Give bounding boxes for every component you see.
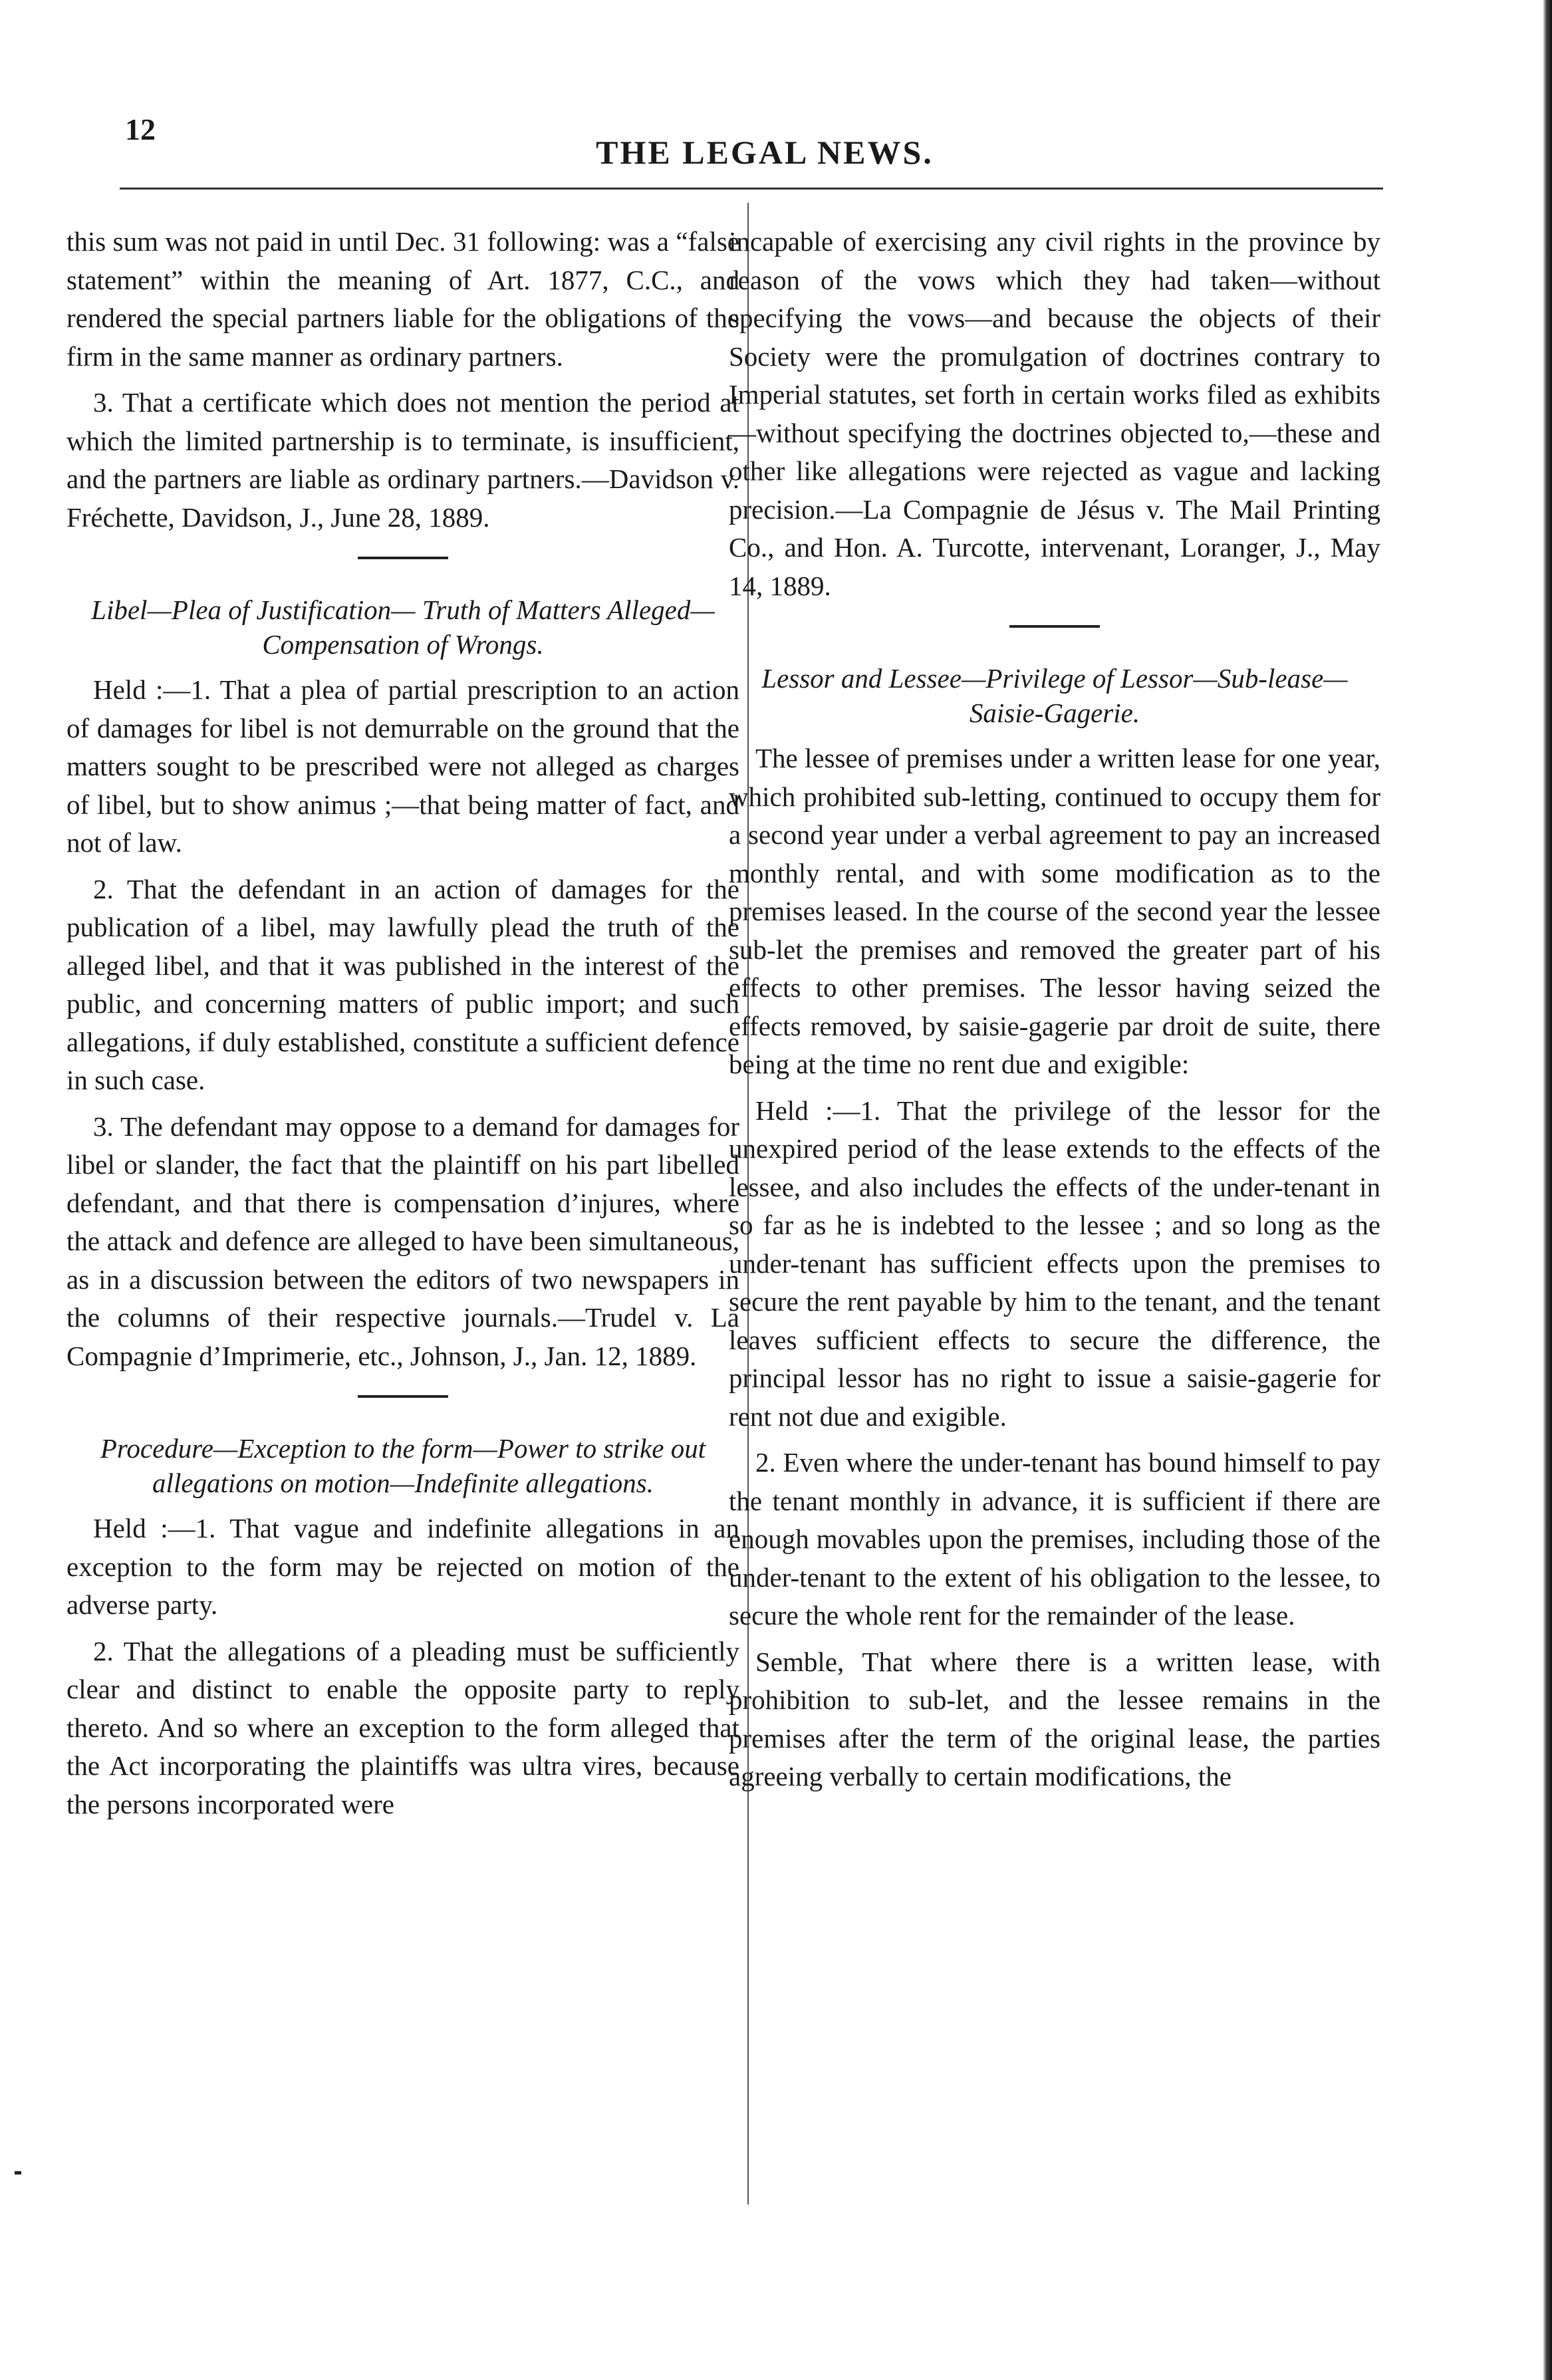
page-edge-shadow — [1543, 0, 1552, 2380]
stray-mark — [15, 2171, 21, 2175]
section-rule — [358, 557, 448, 559]
right-column — [729, 223, 1380, 1796]
paragraph-continued: this sum was not paid in until Dec. 31 following: was a “false statement” within the meaning of Art. 1877, C.C., and rendered the special partners liable for the obligations of the firm in the same manner as ordinary partners. — [66, 226, 739, 372]
left-column — [66, 223, 739, 1823]
header-rule — [120, 188, 1383, 190]
libel-held-2: 2. That the defendant in an action of damages for the publication of a libel, may lawfully plead the truth of the alleged libel, and that it was published in the interest of the public, and concerning matters of public import; and such allegations, if duly established, constitute a sufficient defence in such case. — [66, 873, 739, 1095]
lessor-held-2: 2. Even where the under-tenant has bound himself to pay the tenant monthly in advance, it is sufficient if there are enough movables upon the premises, including those of the under-tenant to the extent of his obligation to the lessee, to secure the whole rent for the remainder of the lease. — [729, 1447, 1380, 1631]
section-rule — [1009, 625, 1100, 628]
section-rule — [358, 1395, 448, 1398]
heading-libel: Libel—Plea of Justification— Truth of Matters Alleged—Compensation of Wrongs. — [91, 595, 715, 660]
paragraph-certificate: 3. That a certificate which does not mention the period at which the limited partnership is to terminate, is insufficient, and the partners are liable as ordinary partners.—Davidson v. Fréchette, Davidson, J., June 28, 1889. — [66, 387, 739, 533]
procedure-held-2: 2. That the allegations of a pleading must be sufficiently clear and distinct to enable the opposite party to reply thereto. And so where an exception to the form alleged that the Act incorporating the plaintiffs was ultra vires, because the persons incorporated were — [66, 1635, 739, 1819]
heading-lessor: Lessor and Lessee—Privilege of Lessor—Sub-lease—Saisie-Gagerie. — [761, 663, 1348, 728]
lessor-held-1: Held :—1. That the privilege of the lessor for the unexpired period of the lease extends to the effects of the lessee, and also includes the effects of the under-tenant in so far as he is indebted to the lessee ; and so long as the under-tenant has sufficient effects upon the premises to secure the rent payable by him to the tenant, and the tenant leaves sufficient effects to secure the difference, the principal lessor has no right to issue a saisie-gagerie for rent not due and exigible. — [729, 1095, 1380, 1432]
paragraph-continued-right: incapable of exercising any civil rights in the province by reason of the vows which they had taken—without specifying the vows—and because the objects of their Society were the promulgation of doctrines contrary to Imperial statutes, set forth in certain works filed as exhibits—without specifying the doctrines objected to,—these and other like allegations were rejected as vague and lacking precision.—La Compagnie de Jésus v. The Mail Printing Co., and Hon. A. Turcotte, intervenant, Loranger, J., May 14, 1889. — [729, 226, 1380, 601]
libel-held-1: Held :—1. That a plea of partial prescription to an action of damages for libel is not demurrable on the ground that the matters sought to be prescribed were not alleged as charges of libel, but to show animus ;—that being matter of fact, and not of law. — [66, 674, 739, 858]
libel-held-3: 3. The defendant may oppose to a demand for damages for libel or slander, the fact that the plaintiff on his part libelled defendant, and that there is compensation d’injures, where the attack and defence are alleged to have been simultaneous, as in a discussion between the editors of two newspapers in the columns of their respective journals.—Trudel v. La Compagnie d’Imprimerie, etc., Johnson, J., Jan. 12, 1889. — [66, 1111, 739, 1371]
lessor-facts: The lessee of premises under a written lease for one year, which prohibited sub-letting, continued to occupy them for a second year under a verbal agreement to pay an increased monthly rental, and with some modification as to the premises leased. In the course of the second year the lessee sub-let the premises and removed the greater part of his effects to other premises. The lessor having seized the effects removed, by saisie-gagerie par droit de suite, there being at the time no rent due and exigible: — [729, 743, 1380, 1079]
page-number: 12 — [125, 112, 156, 146]
lessor-semble: Semble, That where there is a written lease, with prohibition to sub-let, and the lessee remains in the premises after the term of the original lease, the parties agreeing verbally to certain modifications, the — [729, 1646, 1380, 1791]
procedure-held-1: Held :—1. That vague and indefinite allegations in an exception to the form may be rejected on motion of the adverse party. — [66, 1513, 739, 1620]
running-head: THE LEGAL NEWS. — [596, 134, 934, 171]
heading-procedure: Procedure—Exception to the form—Power to strike out allegations on motion—Indefinite allegations. — [100, 1433, 706, 1498]
